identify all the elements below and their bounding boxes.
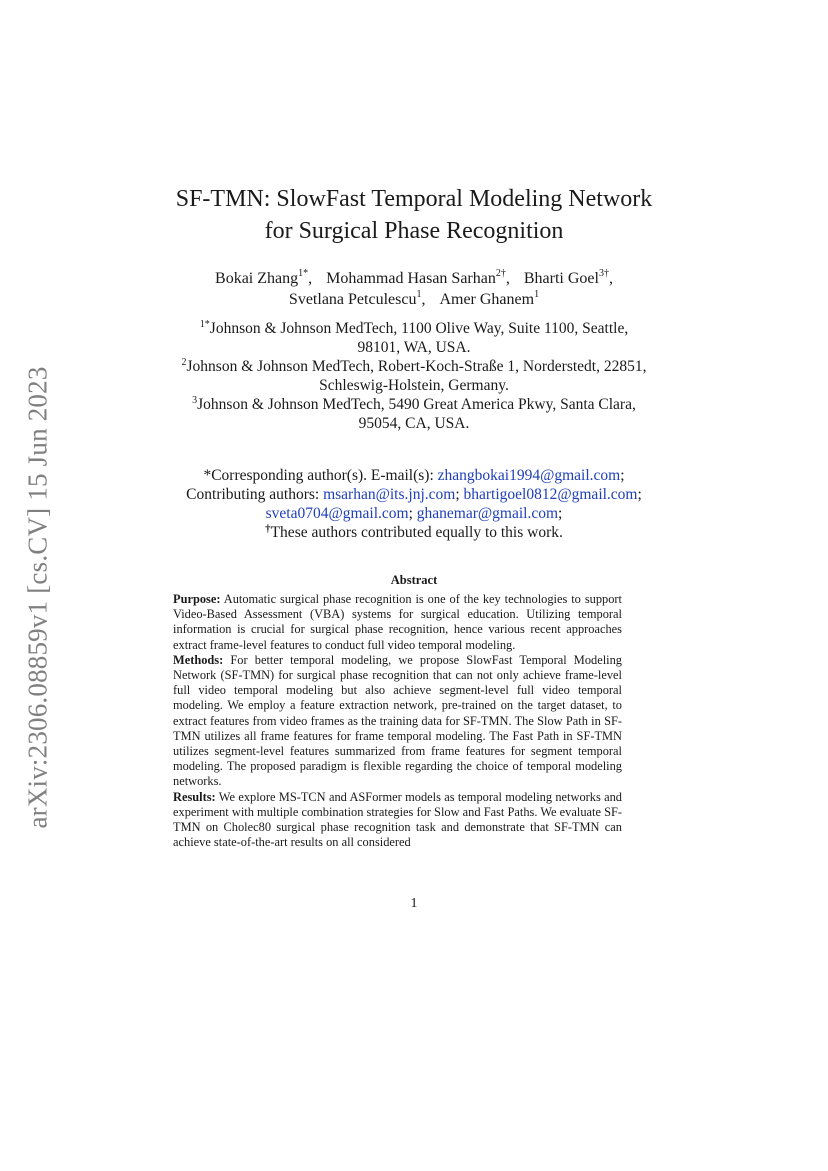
abstract-body [173, 592, 622, 850]
author-name: Bharti Goel [523, 270, 599, 287]
paper-title [0, 183, 828, 247]
author-name: Mohammad Hasan Sarhan [326, 270, 496, 287]
author-affiliation-marker: 1 [534, 289, 540, 300]
page-number: 1 [410, 896, 418, 911]
author-line-1: Bokai Zhang$^{1*}$, Mohammad Hasan Sarhan$^{2\dagger}$, Bharti Goel$^{3\dagger}$, [215, 268, 613, 287]
author-affiliation-marker: 2† [495, 268, 506, 279]
affiliation-list [0, 319, 828, 433]
affiliation-3 [173, 395, 655, 433]
author-name: Amer Ghanem [439, 291, 535, 308]
corresponding-author-line: *Corresponding author(s). E-mail(s): zhangbokai1994@gmail.com; [203, 467, 625, 484]
author-affiliation-marker: 1 [416, 289, 422, 300]
contributing-authors-label: Contributing authors: [186, 486, 324, 503]
abstract-results [173, 790, 622, 851]
contributor-email-link[interactable]: ghanemar@gmail.com [416, 505, 559, 522]
affiliation-text: Johnson & Johnson MedTech, 1100 Olive Way, Suite 1100, Seattle, 98101, WA, USA. [209, 320, 629, 356]
affiliation-text: Johnson & Johnson MedTech, 5490 Great America Pkwy, Santa Clara, 95054, CA, USA. [197, 396, 636, 432]
abstract-section-label: Purpose: [173, 592, 221, 606]
corresponding-email-link[interactable]: zhangbokai1994@gmail.com [437, 467, 621, 484]
correspondence-block [0, 466, 828, 542]
equal-contribution-text: These authors contributed equally to this work. [270, 524, 563, 541]
arxiv-identifier-text: arXiv:2306.08859v1 [cs.CV] 15 Jun 2023 [22, 366, 53, 829]
author-affiliation-marker: 1* [298, 268, 309, 279]
affiliation-1 [177, 319, 651, 357]
affiliation-marker: 2 [181, 357, 187, 368]
affiliation-marker: 1* [199, 319, 210, 330]
abstract-section-text: For better temporal modeling, we propose SlowFast Temporal Modeling Network (SF-TMN) for surgical phase recognition that can not only achieve frame-level full video temporal modeling but also achieve segment-level full video temporal modeling. We employ a feature extraction network, pre-trained on the target dataset, to extract features from video frames as the training data for SF-TMN. The Slow Path in SF-TMN utilizes all frame features for frame temporal modeling. The Fast Path in SF-TMN utilizes segment-level features summarized from frame features for segment temporal modeling. The proposed paradigm is flexible regarding the choice of temporal modeling networks. [173, 652, 622, 789]
author-name: Bokai Zhang [215, 270, 299, 287]
abstract-section-text: We explore MS-TCN and ASFormer models as temporal modeling networks and experiment with multiple combination strategies for Slow and Fast Paths. We evaluate SF-TMN on Cholec80 surgical phase recognition task and demonstrate that SF-TMN can achieve state-of-the-art results on all considered [173, 789, 622, 850]
contributing-authors-line: Contributing authors: msarhan@its.jnj.com; bhartigoel0812@gmail.com; [186, 486, 642, 503]
equal-contribution-note [0, 523, 828, 542]
author-line-2: Svetlana Petculescu$^1$, Amer Ghanem$^1$ [288, 289, 540, 308]
affiliation-2 [179, 357, 649, 395]
abstract-purpose [173, 592, 622, 653]
contributor-email-link[interactable]: sveta0704@gmail.com [265, 505, 409, 522]
abstract-methods [173, 653, 622, 790]
title-line-2: for Surgical Phase Recognition [264, 218, 564, 244]
contributing-authors-line-2: sveta0704@gmail.com; ghanemar@gmail.com; [265, 505, 563, 522]
contributor-email-link[interactable]: msarhan@its.jnj.com [323, 486, 456, 503]
author-name: Svetlana Petculescu [288, 291, 417, 308]
affiliation-text: Johnson & Johnson MedTech, Robert-Koch-Straße 1, Norderstedt, 22851, Schleswig-Holstein, Germany. [186, 358, 647, 394]
affiliation-marker: 3 [192, 395, 198, 406]
corresponding-author-label: *Corresponding author(s). E-mail(s): [203, 467, 438, 484]
abstract-heading: Abstract [390, 573, 438, 587]
contributor-email-link[interactable]: bhartigoel0812@gmail.com [463, 486, 638, 503]
author-list [0, 268, 828, 310]
title-line-1: SF-TMN: SlowFast Temporal Modeling Network [175, 186, 653, 212]
abstract-section-label: Results: [173, 789, 216, 804]
abstract-section-label: Methods: [173, 652, 224, 667]
abstract-section-text: Automatic surgical phase recognition is one of the key technologies to support Video-Based Assessment (VBA) systems for surgical education. Utilizing temporal information is crucial for surgical phase recognition, hence various recent approaches extract frame-level features to conduct full video temporal modeling. [173, 592, 622, 652]
author-affiliation-marker: 3† [598, 268, 609, 279]
dagger-marker: † [265, 523, 271, 535]
